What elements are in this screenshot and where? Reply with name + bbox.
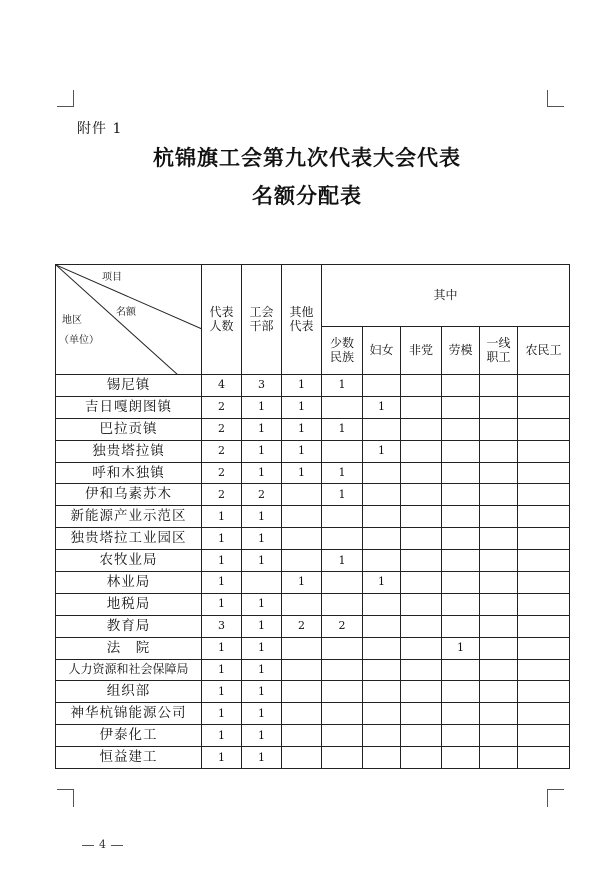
- cell-cadre: 1: [242, 703, 282, 725]
- document-subtitle: 名额分配表: [252, 183, 362, 208]
- diag-region-label: 地区: [62, 315, 82, 326]
- cell-frontline: [480, 418, 518, 440]
- cell-other: [282, 484, 322, 506]
- col-other-line1: 其他: [289, 305, 314, 320]
- cell-women: [363, 615, 401, 637]
- cell-total: 1: [202, 747, 242, 769]
- cell-cadre: 1: [242, 506, 282, 528]
- cell-migrant: [518, 747, 570, 769]
- cell-migrant: [518, 396, 570, 418]
- cell-model: [442, 725, 480, 747]
- cell-total: 1: [202, 550, 242, 572]
- cell-nonparty: [401, 484, 442, 506]
- cell-frontline: [480, 637, 518, 659]
- cell-women: [363, 659, 401, 681]
- sub-model-header: 劳模: [442, 327, 480, 375]
- cell-minority: [322, 747, 363, 769]
- table-row: [56, 637, 570, 659]
- cell-model: [442, 550, 480, 572]
- cell-minority: [322, 593, 363, 615]
- cell-frontline: [480, 572, 518, 594]
- cell-cadre: 1: [242, 418, 282, 440]
- cell-total: 3: [202, 615, 242, 637]
- sub-minority-line2: 民族: [329, 349, 354, 364]
- cell-other: 1: [282, 462, 322, 484]
- page-dash-left: [82, 845, 94, 846]
- row-unit-name: 独贵塔拉工业园区: [56, 528, 202, 550]
- cell-frontline: [480, 593, 518, 615]
- cell-nonparty: [401, 681, 442, 703]
- col-cadre-line1: 工会: [249, 305, 274, 320]
- cell-women: [363, 528, 401, 550]
- cell-migrant: [518, 528, 570, 550]
- col-cadre-header: [242, 265, 282, 375]
- cell-model: [442, 418, 480, 440]
- table-row: [56, 572, 570, 594]
- cell-nonparty: [401, 725, 442, 747]
- cell-total: 1: [202, 703, 242, 725]
- cell-frontline: [480, 440, 518, 462]
- cell-cadre: 2: [242, 484, 282, 506]
- cell-model: [442, 396, 480, 418]
- cell-migrant: [518, 506, 570, 528]
- sub-women-header: 妇女: [363, 327, 401, 375]
- col-total-header: [202, 265, 242, 375]
- cell-model: [442, 747, 480, 769]
- table-row: [56, 659, 570, 681]
- cell-total: 2: [202, 440, 242, 462]
- attachment-label: 附件 1: [77, 121, 123, 137]
- page-number: 4: [99, 838, 106, 851]
- table-row: [56, 703, 570, 725]
- cell-other: [282, 550, 322, 572]
- sub-migrant-header: 农民工: [518, 327, 570, 375]
- page-footer: [77, 838, 128, 851]
- cell-other: [282, 637, 322, 659]
- diagonal-header-cell: [56, 265, 202, 375]
- page-dash-right: [111, 845, 123, 846]
- cell-minority: [322, 440, 363, 462]
- row-unit-name: 法 院: [56, 637, 202, 659]
- cell-women: [363, 418, 401, 440]
- cell-minority: 2: [322, 615, 363, 637]
- cell-women: [363, 462, 401, 484]
- cell-total: 2: [202, 462, 242, 484]
- cell-cadre: 1: [242, 637, 282, 659]
- row-unit-name: 人力资源和社会保障局: [56, 659, 202, 681]
- cell-total: 1: [202, 659, 242, 681]
- cell-migrant: [518, 462, 570, 484]
- cell-frontline: [480, 528, 518, 550]
- cell-women: [363, 747, 401, 769]
- cell-nonparty: [401, 462, 442, 484]
- cell-women: [363, 725, 401, 747]
- cell-women: 1: [363, 572, 401, 594]
- row-unit-name: 独贵塔拉镇: [56, 440, 202, 462]
- col-cadre-line2: 干部: [249, 318, 274, 333]
- cell-total: 2: [202, 484, 242, 506]
- cell-women: [363, 375, 401, 397]
- cell-nonparty: [401, 375, 442, 397]
- cell-migrant: [518, 637, 570, 659]
- cell-minority: [322, 528, 363, 550]
- cell-migrant: [518, 703, 570, 725]
- row-unit-name: 恒益建工: [56, 747, 202, 769]
- cell-model: [442, 615, 480, 637]
- cell-total: 1: [202, 681, 242, 703]
- cell-total: 2: [202, 396, 242, 418]
- cell-model: [442, 484, 480, 506]
- cell-nonparty: [401, 550, 442, 572]
- row-unit-name: 林业局: [56, 572, 202, 594]
- table-row: [56, 375, 570, 397]
- cell-cadre: 3: [242, 375, 282, 397]
- cell-cadre: 1: [242, 615, 282, 637]
- sub-frontline-header: [480, 327, 518, 375]
- cell-other: [282, 703, 322, 725]
- table-row: [56, 615, 570, 637]
- cell-women: [363, 484, 401, 506]
- cell-frontline: [480, 747, 518, 769]
- sub-frontline-line2: 职工: [486, 349, 511, 364]
- cell-model: [442, 462, 480, 484]
- cell-total: 2: [202, 418, 242, 440]
- diag-item-label: 项目: [102, 272, 122, 283]
- cell-other: 1: [282, 375, 322, 397]
- sub-nonparty-header: 非党: [401, 327, 442, 375]
- table-row: [56, 440, 570, 462]
- cell-women: [363, 681, 401, 703]
- cell-total: 1: [202, 528, 242, 550]
- cell-nonparty: [401, 506, 442, 528]
- col-other-header: [282, 265, 322, 375]
- cell-nonparty: [401, 396, 442, 418]
- cell-minority: 1: [322, 418, 363, 440]
- cell-frontline: [480, 703, 518, 725]
- col-total-line1: 代表: [209, 305, 234, 320]
- cell-nonparty: [401, 703, 442, 725]
- col-other-line2: 代表: [289, 318, 314, 333]
- cell-model: [442, 572, 480, 594]
- table-row: [56, 593, 570, 615]
- cell-nonparty: [401, 528, 442, 550]
- cell-cadre: 1: [242, 747, 282, 769]
- table-row: [56, 506, 570, 528]
- cell-migrant: [518, 484, 570, 506]
- row-unit-name: 农牧业局: [56, 550, 202, 572]
- cell-minority: 1: [322, 462, 363, 484]
- cell-cadre: 1: [242, 593, 282, 615]
- cell-cadre: 1: [242, 550, 282, 572]
- cell-other: [282, 528, 322, 550]
- cell-minority: [322, 725, 363, 747]
- cell-minority: [322, 703, 363, 725]
- cell-model: [442, 506, 480, 528]
- row-unit-name: 巴拉贡镇: [56, 418, 202, 440]
- cell-nonparty: [401, 659, 442, 681]
- cell-other: [282, 725, 322, 747]
- document-title: 杭锦旗工会第九次代表大会代表: [153, 145, 461, 170]
- cell-nonparty: [401, 418, 442, 440]
- cell-migrant: [518, 659, 570, 681]
- cell-other: [282, 681, 322, 703]
- cell-model: [442, 703, 480, 725]
- row-unit-name: 呼和木独镇: [56, 462, 202, 484]
- cell-other: 1: [282, 572, 322, 594]
- table-row: [56, 681, 570, 703]
- cell-migrant: [518, 375, 570, 397]
- cell-total: 1: [202, 637, 242, 659]
- cell-other: 1: [282, 396, 322, 418]
- cell-nonparty: [401, 593, 442, 615]
- row-unit-name: 新能源产业示范区: [56, 506, 202, 528]
- cell-nonparty: [401, 572, 442, 594]
- table-row: [56, 550, 570, 572]
- cell-other: [282, 747, 322, 769]
- cell-frontline: [480, 396, 518, 418]
- table-row: [56, 484, 570, 506]
- cell-model: 1: [442, 637, 480, 659]
- cell-frontline: [480, 615, 518, 637]
- cell-cadre: [242, 572, 282, 594]
- row-unit-name: 锡尼镇: [56, 375, 202, 397]
- header-row-1: [56, 265, 570, 327]
- table-row: [56, 725, 570, 747]
- row-unit-name: 吉日嘎朗图镇: [56, 396, 202, 418]
- cell-total: 1: [202, 725, 242, 747]
- cell-cadre: 1: [242, 659, 282, 681]
- cell-minority: 1: [322, 484, 363, 506]
- cell-women: 1: [363, 396, 401, 418]
- cell-frontline: [480, 550, 518, 572]
- cell-nonparty: [401, 440, 442, 462]
- cell-total: 1: [202, 572, 242, 594]
- cell-model: [442, 593, 480, 615]
- cell-model: [442, 681, 480, 703]
- cell-frontline: [480, 375, 518, 397]
- cell-model: [442, 440, 480, 462]
- row-unit-name: 组织部: [56, 681, 202, 703]
- cell-women: [363, 506, 401, 528]
- row-unit-name: 地税局: [56, 593, 202, 615]
- cell-minority: [322, 396, 363, 418]
- cell-women: [363, 593, 401, 615]
- cell-other: 2: [282, 615, 322, 637]
- row-unit-name: 神华杭锦能源公司: [56, 703, 202, 725]
- cell-other: [282, 659, 322, 681]
- cell-minority: [322, 572, 363, 594]
- cell-cadre: 1: [242, 440, 282, 462]
- cell-migrant: [518, 418, 570, 440]
- table-row: [56, 528, 570, 550]
- cell-minority: 1: [322, 375, 363, 397]
- cell-frontline: [480, 725, 518, 747]
- cell-frontline: [480, 462, 518, 484]
- cell-total: 1: [202, 593, 242, 615]
- cell-nonparty: [401, 747, 442, 769]
- row-unit-name: 伊泰化工: [56, 725, 202, 747]
- diag-unit-label: （单位）: [59, 335, 99, 346]
- cell-cadre: 1: [242, 681, 282, 703]
- cell-minority: [322, 681, 363, 703]
- cell-minority: [322, 637, 363, 659]
- cell-other: 1: [282, 440, 322, 462]
- table-row: [56, 396, 570, 418]
- cell-other: [282, 593, 322, 615]
- cell-total: 4: [202, 375, 242, 397]
- cell-migrant: [518, 593, 570, 615]
- cell-migrant: [518, 572, 570, 594]
- quota-table: [55, 264, 570, 769]
- cell-women: [363, 703, 401, 725]
- diag-quota-label: 名额: [116, 307, 136, 318]
- cell-model: [442, 659, 480, 681]
- cell-frontline: [480, 506, 518, 528]
- cell-nonparty: [401, 637, 442, 659]
- sub-minority-header: [322, 327, 363, 375]
- cell-other: 1: [282, 418, 322, 440]
- sub-minority-line1: 少数: [329, 336, 354, 351]
- table-row: [56, 462, 570, 484]
- row-unit-name: 教育局: [56, 615, 202, 637]
- table-row: [56, 418, 570, 440]
- cell-minority: 1: [322, 550, 363, 572]
- cell-women: [363, 550, 401, 572]
- table-row: [56, 747, 570, 769]
- cell-women: [363, 637, 401, 659]
- cell-migrant: [518, 681, 570, 703]
- cell-migrant: [518, 440, 570, 462]
- cell-model: [442, 528, 480, 550]
- cell-minority: [322, 506, 363, 528]
- cell-frontline: [480, 659, 518, 681]
- cell-frontline: [480, 484, 518, 506]
- cell-frontline: [480, 681, 518, 703]
- col-total-line2: 人数: [209, 318, 234, 333]
- cell-cadre: 1: [242, 528, 282, 550]
- cell-cadre: 1: [242, 725, 282, 747]
- cell-cadre: 1: [242, 396, 282, 418]
- among-header: 其中: [322, 265, 570, 327]
- sub-frontline-line1: 一线: [486, 336, 511, 351]
- cell-model: [442, 375, 480, 397]
- row-unit-name: 伊和乌素苏木: [56, 484, 202, 506]
- cell-women: 1: [363, 440, 401, 462]
- cell-cadre: 1: [242, 462, 282, 484]
- cell-migrant: [518, 615, 570, 637]
- cell-migrant: [518, 725, 570, 747]
- cell-total: 1: [202, 506, 242, 528]
- cell-nonparty: [401, 615, 442, 637]
- cell-migrant: [518, 550, 570, 572]
- cell-minority: [322, 659, 363, 681]
- table-body: [56, 375, 570, 769]
- cell-other: [282, 506, 322, 528]
